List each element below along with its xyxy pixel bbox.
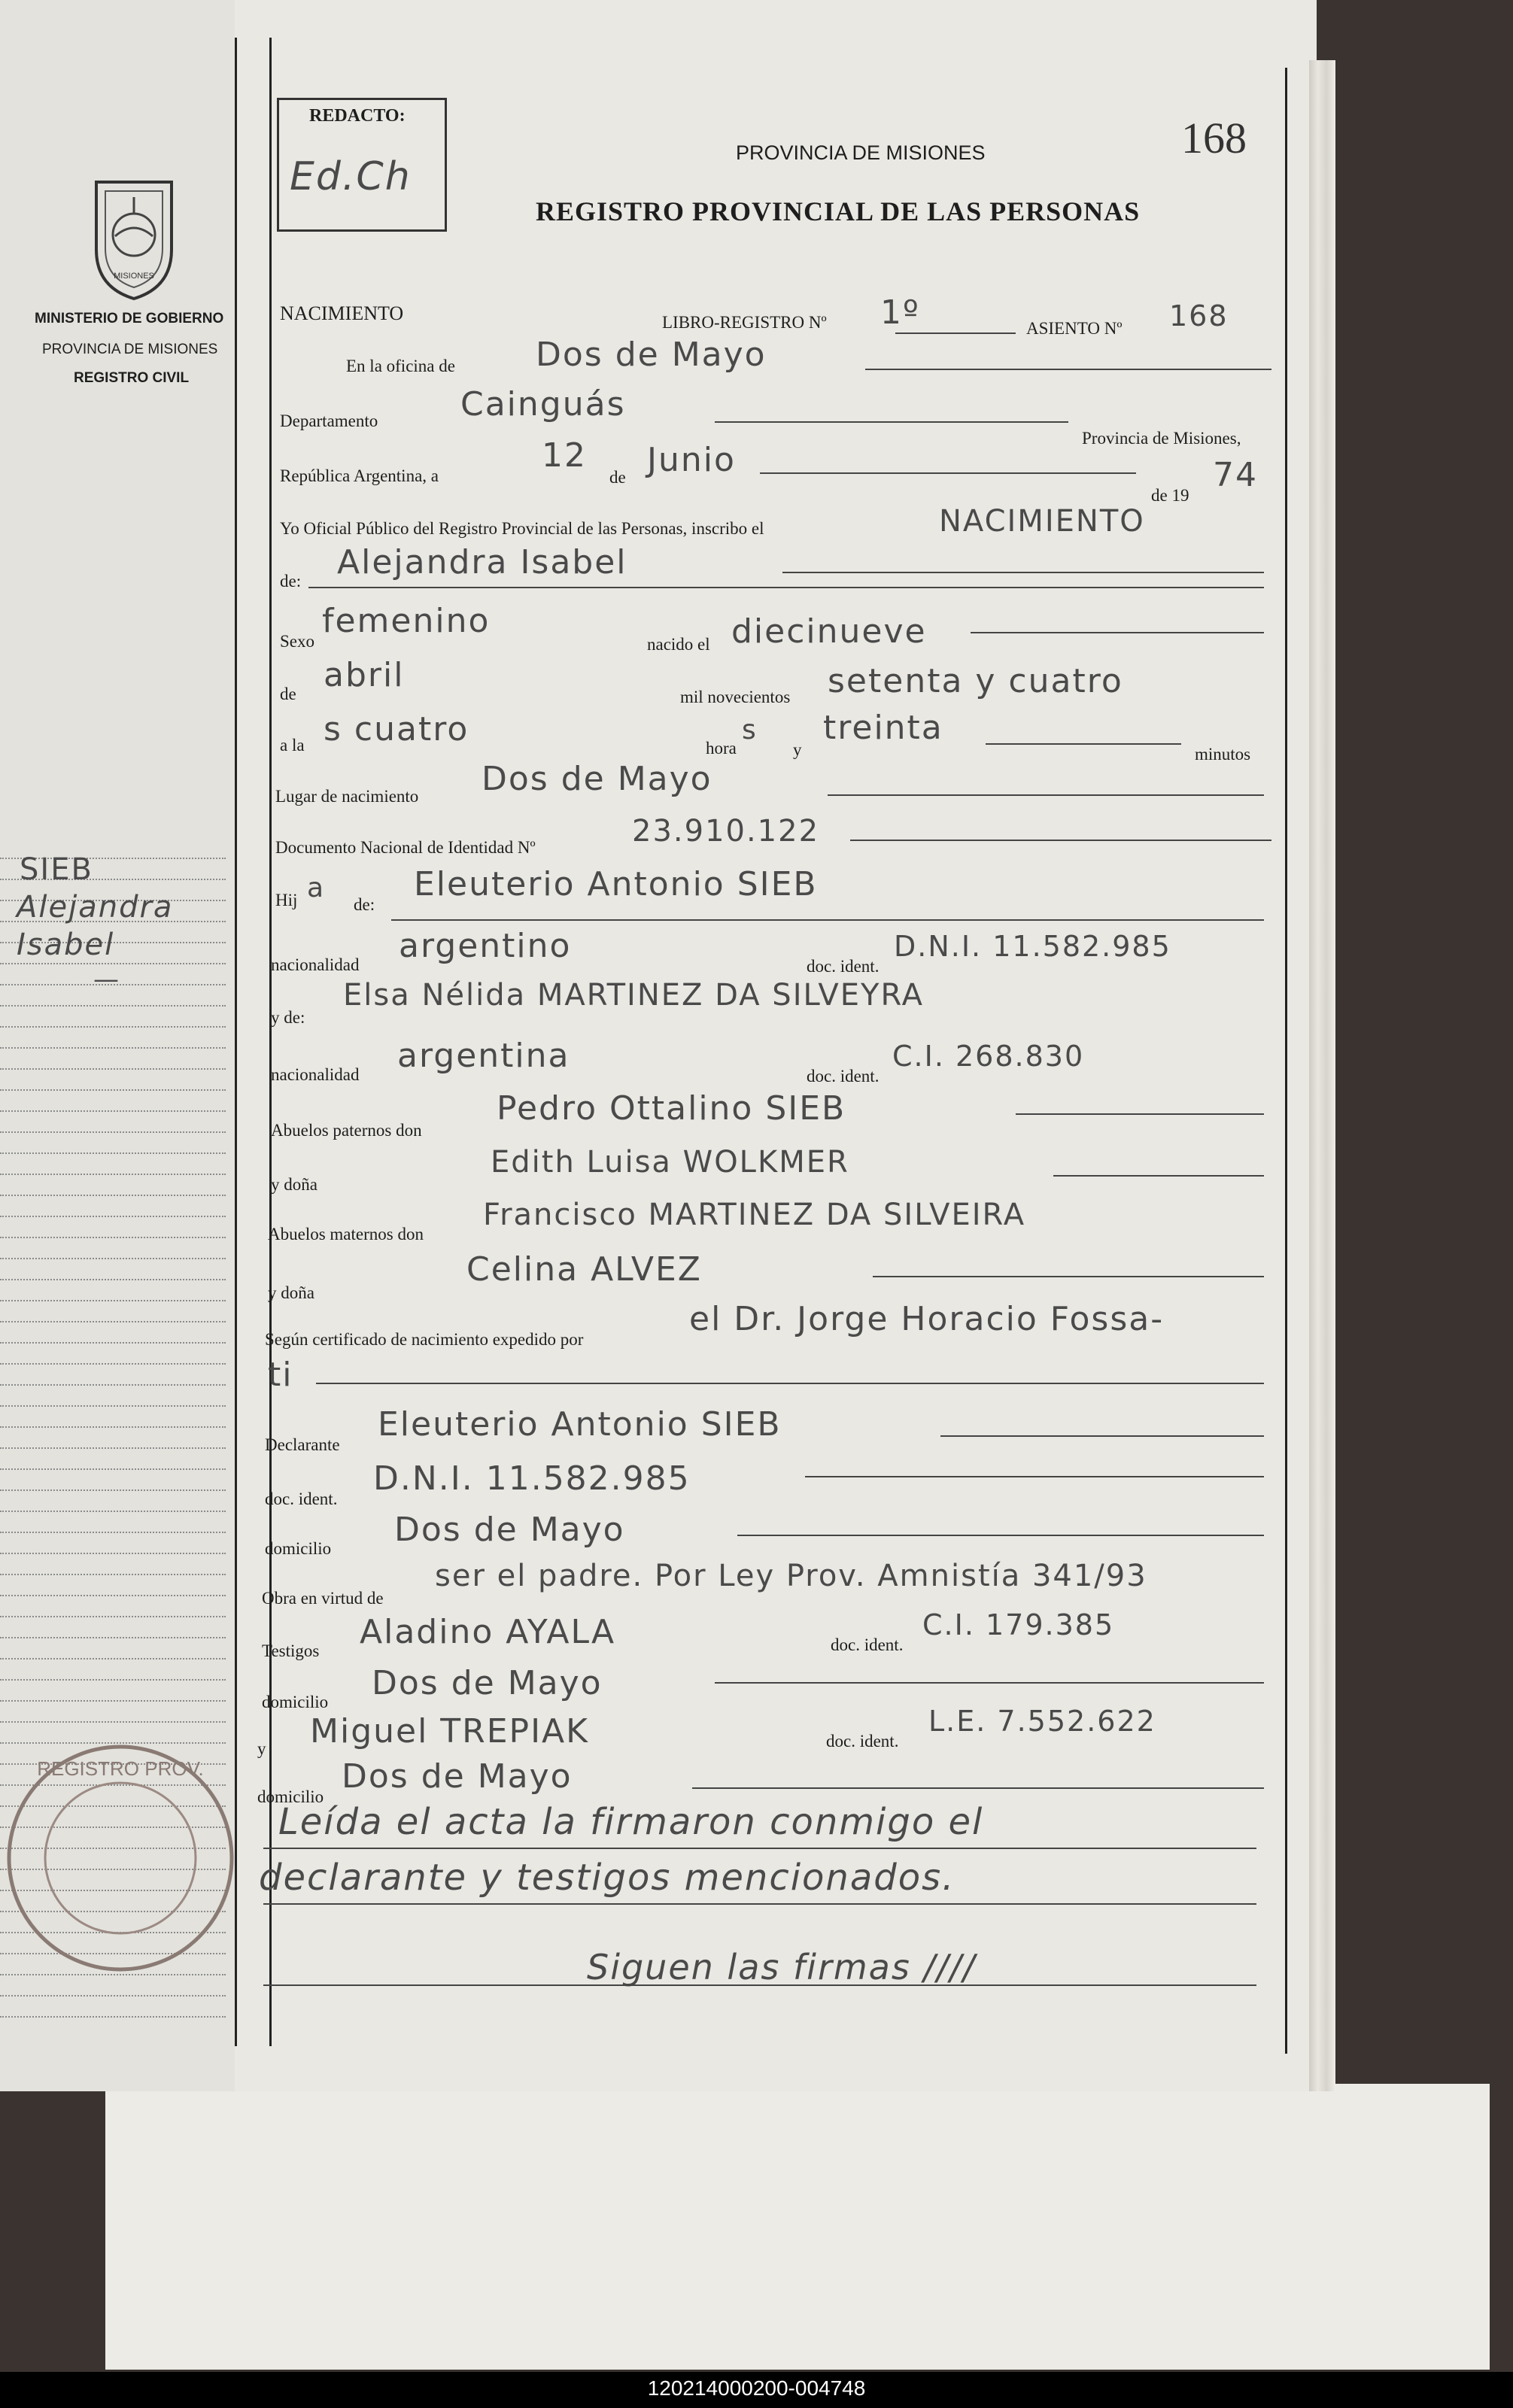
margin-ruled-line [0, 1174, 226, 1175]
sexo-label: Sexo [280, 632, 314, 651]
rule [263, 1848, 1256, 1849]
libro-registro-label: LIBRO-REGISTRO Nº [662, 313, 827, 332]
nacionalidad-label: nacionalidad [271, 955, 360, 974]
underlying-sheet [105, 2084, 1490, 2370]
rule [971, 632, 1264, 633]
declarante-label: Declarante [265, 1435, 340, 1454]
margin-ruled-line [0, 1532, 226, 1533]
anio-nac-value: setenta y cuatro [828, 662, 1123, 700]
margin-ruled-line [0, 1258, 226, 1259]
redacto-signature: Ed.Ch [290, 154, 412, 199]
margin-ruled-line [0, 1068, 226, 1070]
doc-ident2-label: doc. ident. [807, 1067, 880, 1086]
mil-novecientos-label: mil novecientos [680, 688, 791, 706]
rule [263, 1903, 1256, 1905]
lugar-label: Lugar de nacimiento [275, 787, 419, 806]
de2-label: de [280, 685, 296, 703]
a-la-label: a la [280, 736, 305, 755]
testigo1-value: Aladino AYALA [360, 1613, 616, 1651]
margin-ruled-line [0, 1679, 226, 1681]
obra-value: ser el padre. Por Ley Prov. Amnistía 341/93 [435, 1559, 1147, 1593]
abuelo-paterno-value: Pedro Ottalino SIEB [497, 1089, 846, 1128]
domicilio-declarante-value: Dos de Mayo [394, 1511, 625, 1549]
rule [782, 572, 1264, 573]
testigos-label: Testigos [262, 1641, 320, 1660]
rule [828, 794, 1264, 796]
rule [263, 1984, 1256, 1986]
margin-ruled-line [0, 1637, 226, 1638]
acto-value: NACIMIENTO [939, 504, 1145, 539]
margin-ruled-line [0, 1047, 226, 1049]
margin-ruled-line [0, 1005, 226, 1007]
dni-label: Documento Nacional de Identidad Nº [275, 838, 536, 857]
margin-ruled-line [0, 1995, 226, 1997]
rule [737, 1535, 1264, 1536]
ministry-line2: PROVINCIA DE MISIONES [42, 342, 218, 357]
lugar-value: Dos de Mayo [482, 760, 712, 798]
closing-line1: Leída el acta la firmaron conmigo el [278, 1801, 984, 1843]
doc-ident3-label: doc. ident. [265, 1489, 338, 1508]
margin-ruled-line [0, 1216, 226, 1217]
dni-value: 23.910.122 [632, 814, 820, 849]
dia-value: 12 [542, 436, 587, 475]
rule [715, 421, 1068, 423]
rule [308, 587, 1264, 588]
rule [986, 743, 1181, 745]
oficina-value: Dos de Mayo [536, 336, 767, 374]
y-label: y [793, 740, 802, 759]
domicilio-testigo1-value: Dos de Mayo [372, 1664, 603, 1702]
certificado-cont: ti [268, 1356, 293, 1394]
nombre-value: Alejandra Isabel [337, 543, 627, 582]
margin-note-name: Alejandra [17, 890, 174, 925]
rule [940, 1435, 1264, 1437]
de-anio-label: de 19 [1151, 486, 1189, 505]
rule [760, 472, 1136, 474]
ministry-line3: REGISTRO CIVIL [74, 370, 190, 386]
doc-madre-value: C.I. 268.830 [892, 1040, 1085, 1073]
y-de-label: y de: [271, 1008, 305, 1027]
margin-ruled-line [0, 1110, 226, 1112]
rule [873, 1276, 1264, 1277]
nacimiento-heading: NACIMIENTO [280, 302, 404, 324]
mes-nac-value: abril [324, 656, 405, 694]
abuela-paterna-value: Edith Luisa WOLKMER [491, 1145, 849, 1180]
margin-ruled-line [0, 2016, 226, 2018]
margin-ruled-line [0, 1721, 226, 1723]
asiento-value: 168 [1169, 299, 1229, 333]
rule [316, 1383, 1264, 1384]
doc-ident-label: doc. ident. [807, 957, 880, 976]
doc-testigo2-value: L.E. 7.552.622 [928, 1705, 1156, 1738]
margin-ruled-line [0, 1363, 226, 1365]
margin-ruled-line [0, 1342, 226, 1344]
ministry-line1: MINISTERIO DE GOBIERNO [35, 311, 224, 326]
abuela-materna-value: Celina ALVEZ [466, 1250, 702, 1289]
hora-value: s cuatro [324, 710, 469, 749]
margin-ruled-line [0, 1279, 226, 1280]
y-dona2-label: y doña [268, 1283, 314, 1302]
margin-ruled-line [0, 1321, 226, 1322]
rule [692, 1787, 1264, 1789]
margin-ruled-line [0, 1447, 226, 1449]
hij-de-label: de: [354, 895, 375, 914]
redacto-label: REDACTO: [309, 106, 406, 126]
republica-label: República Argentina, a [280, 466, 439, 485]
abuelos-paternos-label: Abuelos paternos don [271, 1121, 422, 1140]
abuelo-materno-value: Francisco MARTINEZ DA SILVEIRA [483, 1198, 1026, 1232]
nacido-value: diecinueve [731, 612, 927, 651]
margin-note-surname: SIEB [20, 852, 93, 887]
rule [715, 1682, 1264, 1684]
domicilio-label: domicilio [265, 1539, 332, 1558]
declarante-value: Eleuterio Antonio SIEB [378, 1405, 782, 1444]
margin-ruled-line [0, 1511, 226, 1512]
obra-label: Obra en virtud de [262, 1589, 384, 1608]
doc-ident4-label: doc. ident. [831, 1635, 904, 1654]
registry-header: REGISTRO PROVINCIAL DE LAS PERSONAS [536, 196, 1141, 226]
margin-ruled-line [0, 1616, 226, 1617]
margin-ruled-line [0, 1405, 226, 1407]
province-header: PROVINCIA DE MISIONES [736, 141, 986, 164]
y-dona-label: y doña [271, 1175, 317, 1194]
margin-ruled-line [0, 1131, 226, 1133]
form-left-line [269, 38, 272, 2046]
rule [1016, 1113, 1264, 1115]
archive-id: 120214000200-004748 [647, 2376, 866, 2400]
de-label: de: [280, 572, 302, 591]
seal-text: MISIONES [114, 272, 154, 281]
signatures-line: Siguen las firmas //// [587, 1947, 977, 1987]
domicilio-testigo2-value: Dos de Mayo [342, 1757, 573, 1796]
stamp-text: REGISTRO PROV. [37, 1757, 204, 1780]
provincia-label: Provincia de Misiones, [1082, 429, 1241, 448]
margin-ruled-line [0, 1426, 226, 1428]
minutos-label: minutos [1195, 745, 1251, 764]
rule [865, 369, 1271, 370]
libro-value: 1º [880, 293, 920, 332]
archive-id-bar [0, 2372, 1513, 2408]
nac-padre-value: argentino [399, 927, 572, 965]
minutos-value: treinta [823, 709, 943, 747]
margin-ruled-line [0, 1089, 226, 1091]
domicilio2-label: domicilio [262, 1693, 329, 1711]
registry-stamp-icon [0, 1738, 241, 1978]
anio-value: 74 [1213, 456, 1258, 494]
madre-value: Elsa Nélida MARTINEZ DA SILVEYRA [343, 978, 924, 1013]
rule [391, 919, 1264, 921]
margin-ruled-line [0, 1489, 226, 1491]
margin-ruled-line [0, 1152, 226, 1154]
certificado-value: el Dr. Jorge Horacio Fossa- [689, 1300, 1165, 1338]
hora-label: hora [706, 739, 737, 758]
abuelos-maternos-label: Abuelos maternos don [268, 1225, 424, 1243]
doc-padre-value: D.N.I. 11.582.985 [894, 930, 1171, 963]
hora-suffix: s [742, 715, 758, 745]
hij-label: Hij [275, 891, 298, 909]
rule [805, 1476, 1264, 1477]
hij-suffix: a [307, 873, 326, 903]
page-number: 168 [1181, 114, 1247, 162]
rule [850, 840, 1271, 841]
page-edges [1309, 60, 1335, 2091]
departamento-label: Departamento [280, 411, 378, 430]
margin-ruled-line [0, 1384, 226, 1386]
closing-line2: declarante y testigos mencionados. [259, 1857, 955, 1899]
province-seal-icon [81, 175, 187, 302]
margin-ruled-line [0, 1595, 226, 1596]
nac-madre-value: argentina [397, 1037, 570, 1075]
de-mes-label: de [609, 468, 626, 487]
oficina-label: En la oficina de [346, 357, 455, 375]
yo-oficial-label: Yo Oficial Público del Registro Provincial de las Personas, inscribo el [280, 519, 764, 538]
rule [895, 333, 1016, 334]
margin-ruled-line [0, 1195, 226, 1196]
testigo2-value: Miguel TREPIAK [310, 1712, 589, 1751]
doc-ident5-label: doc. ident. [826, 1732, 899, 1751]
nacionalidad2-label: nacionalidad [271, 1065, 360, 1084]
doc-testigo1-value: C.I. 179.385 [922, 1608, 1115, 1641]
mes-value: Junio [647, 441, 736, 479]
margin-note-name2: Isabel [17, 928, 115, 962]
margin-ruled-line [0, 1237, 226, 1238]
margin-ruled-line [0, 1468, 226, 1470]
domicilio3-label: domicilio [257, 1787, 324, 1806]
sexo-value: femenino [322, 602, 491, 640]
margin-ruled-line [0, 1658, 226, 1659]
padre-value: Eleuterio Antonio SIEB [414, 865, 818, 903]
rule [1053, 1175, 1264, 1177]
margin-ruled-line [0, 1700, 226, 1702]
margin-ruled-line [0, 1574, 226, 1575]
segun-label: Según certificado de nacimiento expedido por [265, 1330, 584, 1349]
asiento-label: ASIENTO Nº [1026, 319, 1123, 338]
margin-ruled-line [0, 1300, 226, 1301]
doc-declarante-value: D.N.I. 11.582.985 [373, 1459, 691, 1498]
margin-note-dash: — [93, 964, 120, 994]
departamento-value: Cainguás [460, 385, 626, 424]
form-right-line [1285, 68, 1287, 2054]
margin-ruled-line [0, 1553, 226, 1554]
y-conj-label: y [257, 1739, 266, 1758]
redacto-box [277, 98, 447, 232]
margin-ruled-line [0, 1026, 226, 1028]
nacido-label: nacido el [647, 635, 710, 654]
